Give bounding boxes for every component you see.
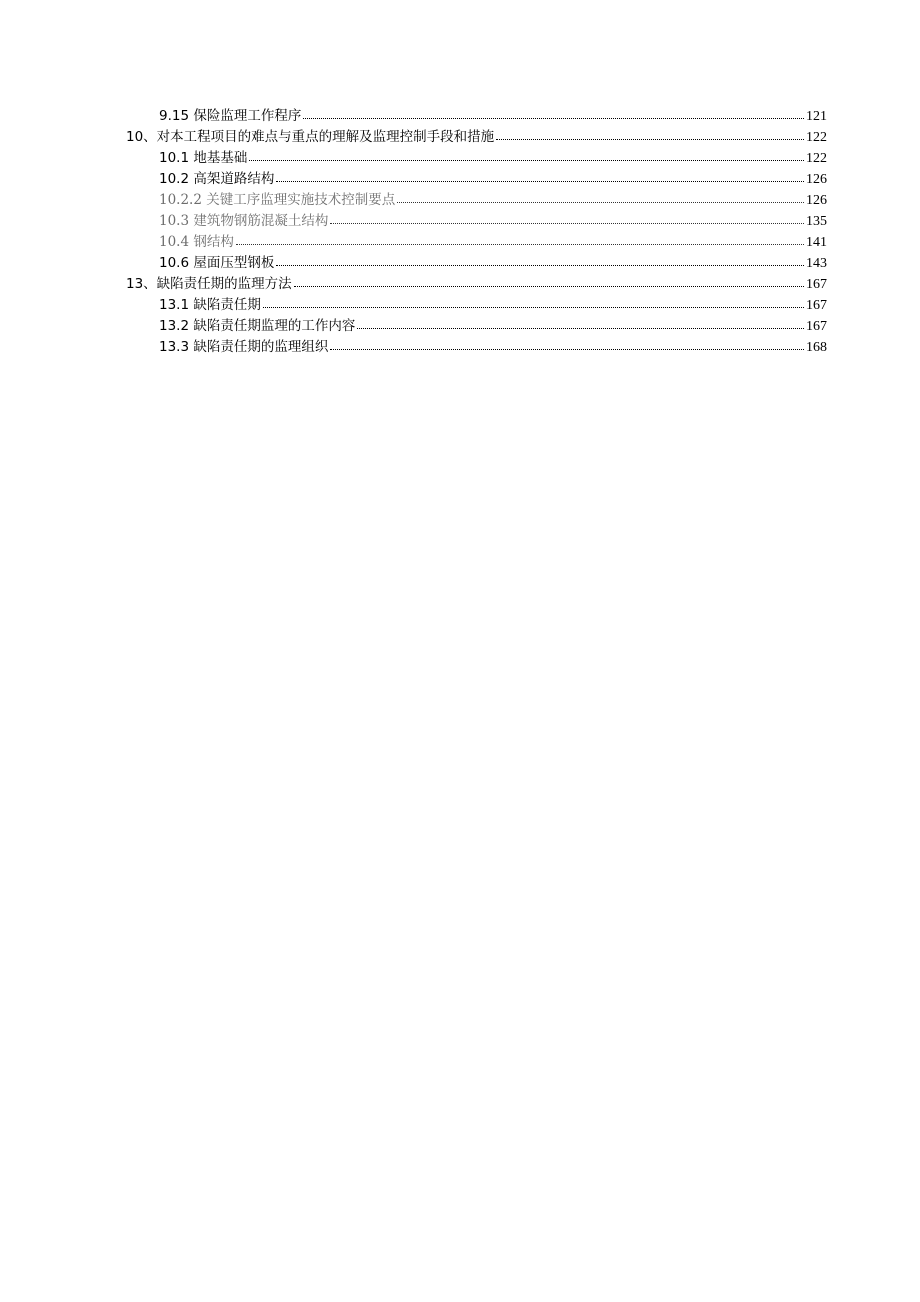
- toc-entry-page-number: 122: [806, 130, 827, 145]
- toc-entry-page-number: 126: [806, 172, 827, 187]
- toc-dot-leader: [276, 264, 804, 266]
- toc-entry-page-number: 121: [806, 109, 827, 124]
- toc-entry[interactable]: [0, 232, 920, 253]
- toc-entry-title: 10.1 地基基础: [159, 150, 248, 166]
- toc-dot-leader: [397, 201, 804, 203]
- toc-dot-leader: [357, 327, 804, 329]
- toc-entry-title: 13.3 缺陷责任期的监理组织: [159, 339, 329, 355]
- toc-dot-leader: [263, 306, 804, 308]
- toc-entry-page-number: 167: [806, 298, 827, 313]
- toc-entry-title: 10.2 高架道路结构: [159, 171, 275, 187]
- toc-entry-title: 10.6 屋面压型钢板: [159, 255, 275, 271]
- toc-entry[interactable]: [0, 148, 920, 169]
- toc-entry-title: 10.4 钢结构: [159, 234, 234, 250]
- toc-entry-page-number: 141: [806, 235, 827, 250]
- table-of-contents: [0, 106, 920, 358]
- toc-entry-page-number: 143: [806, 256, 827, 271]
- toc-entry[interactable]: [0, 316, 920, 337]
- toc-entry[interactable]: [0, 106, 920, 127]
- toc-entry[interactable]: [0, 253, 920, 274]
- toc-dot-leader: [276, 180, 804, 182]
- toc-dot-leader: [236, 243, 804, 245]
- toc-dot-leader: [330, 348, 804, 350]
- toc-entry-title: 13.1 缺陷责任期: [159, 297, 261, 313]
- toc-entry[interactable]: [0, 211, 920, 232]
- toc-entry[interactable]: [0, 274, 920, 295]
- toc-entry-title: 10.3 建筑物钢筋混凝土结构: [159, 213, 329, 229]
- toc-entry[interactable]: [0, 295, 920, 316]
- toc-entry-title: 13、缺陷责任期的监理方法: [126, 276, 292, 292]
- toc-entry-page-number: 135: [806, 214, 827, 229]
- toc-entry-title: 10.2.2 关键工序监理实施技术控制要点: [159, 192, 396, 208]
- toc-entry-page-number: 167: [806, 277, 827, 292]
- toc-entry-page-number: 167: [806, 319, 827, 334]
- toc-entry[interactable]: [0, 127, 920, 148]
- toc-dot-leader: [330, 222, 804, 224]
- toc-entry-title: 9.15 保险监理工作程序: [159, 108, 302, 124]
- toc-entry[interactable]: [0, 337, 920, 358]
- toc-dot-leader: [249, 159, 804, 161]
- toc-dot-leader: [294, 285, 804, 287]
- toc-entry-title: 10、对本工程项目的难点与重点的理解及监理控制手段和措施: [126, 129, 495, 145]
- toc-entry-page-number: 122: [806, 151, 827, 166]
- toc-entry-page-number: 168: [806, 340, 827, 355]
- toc-entry-page-number: 126: [806, 193, 827, 208]
- toc-entry[interactable]: [0, 169, 920, 190]
- toc-entry-title: 13.2 缺陷责任期监理的工作内容: [159, 318, 356, 334]
- toc-entry[interactable]: [0, 190, 920, 211]
- toc-dot-leader: [303, 117, 804, 119]
- toc-dot-leader: [496, 138, 804, 140]
